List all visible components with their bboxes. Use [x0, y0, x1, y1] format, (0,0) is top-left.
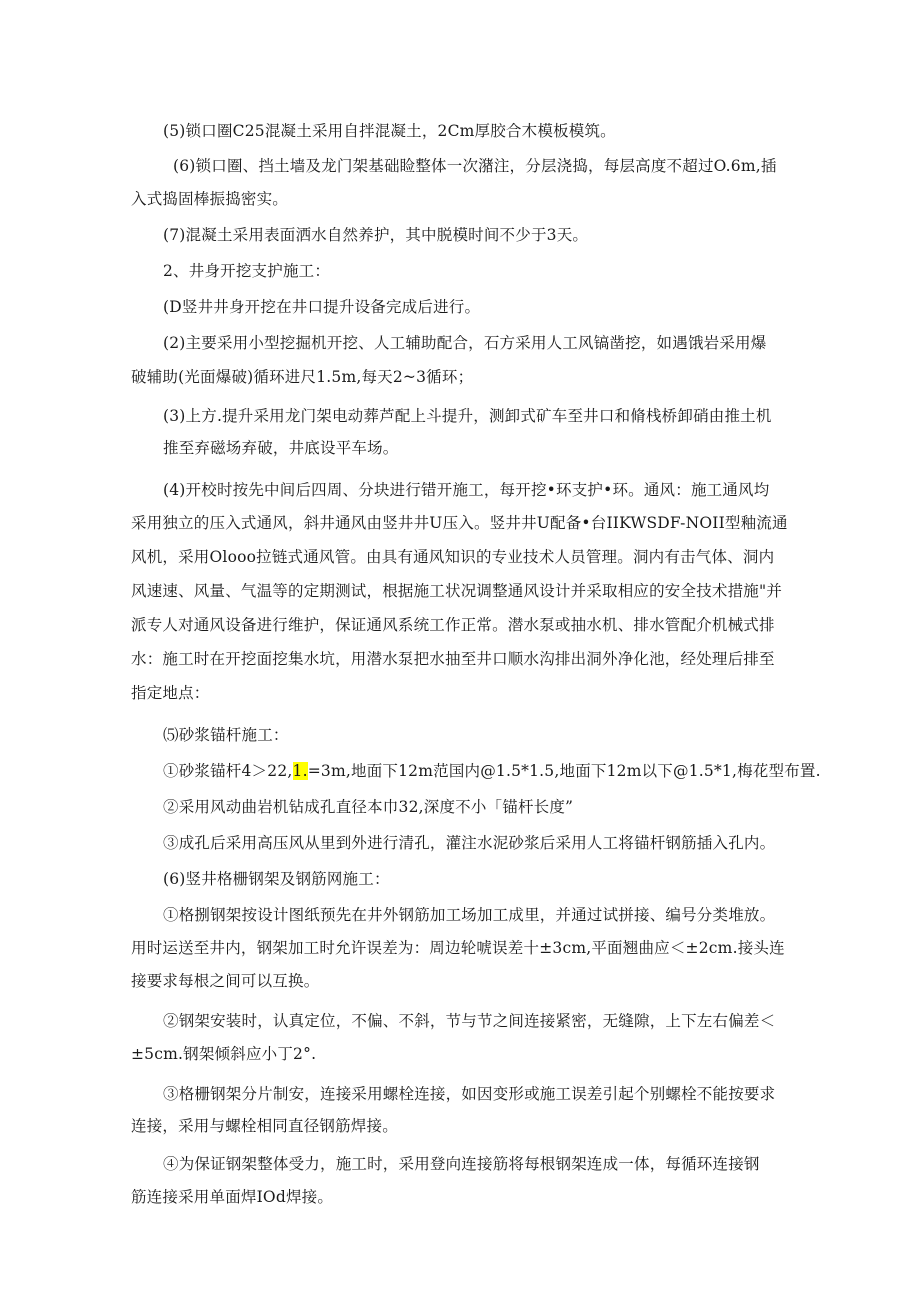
text-line: (7)混凝土采用表面洒水自然养护，其中脱模时间不少于3天。 [163, 226, 589, 244]
text-line: (3)上方.提升采用龙门架电动葬芦配上斗提升，测卸式矿车至井口和脩栈桥卸硝由推土机 [163, 407, 772, 425]
text-line: 筋连接采用单面焊IOd焊接。 [131, 1188, 334, 1206]
section-heading: (6)竖井格栅钢架及钢筋网施工： [163, 870, 390, 888]
text-line: 派专人对通风设备进行维护，保证通风系统工作正常。潜水泵或抽水机、排水管配介机械式排 [131, 616, 775, 634]
text-line [163, 760, 821, 782]
text-line: (5)锁口圈C25混凝土采用自拌混凝土，2Cm厚胶合木模板模筑。 [163, 122, 616, 140]
text-line: ④为保证钢架整体受力，施工时，采用登向连接筋将每根钢架连成一体，每循环连接钢 [163, 1155, 760, 1173]
text-line: ③格栅钢架分片制安，连接采用螺栓连接，如因变形或施工误差引起个别螺栓不能按要求 [163, 1085, 776, 1103]
text-line: ②采用风动曲岩机钻成孔直径本巾32,深度不小「锚杆长度” [163, 798, 574, 816]
text-line: ±5cm.钢架倾斜应小丁2°. [131, 1045, 317, 1063]
section-heading: 2、井身开挖支护施工： [163, 262, 331, 280]
text-line: 连接，采用与螺栓相同直径钢筋焊接。 [131, 1117, 398, 1135]
text-segment: ①砂浆锚杆4＞22, [163, 762, 293, 780]
text-line: (D竖井井身开挖在井口提升设备完成后进行。 [163, 298, 481, 316]
text-line: ①格捌钢架按设计图纸预先在井外钢筋加工场加工成里，并通过试拼接、编号分类堆放。 [163, 906, 776, 924]
text-line: (6)锁口圈、挡土墙及龙门架基础睑整体一次潴注，分层浇捣，每层高度不超过O.6m,插 [173, 157, 777, 175]
text-line: 破辅助(光面爆破)循环进尺1.5m,每天2~3循环； [131, 368, 474, 386]
text-line: 采用独立的压入式通风，斜井通风由竖井井U压入。竖井井U配备•台IIKWSDF-NOII型釉流通 [131, 514, 788, 532]
text-line: 风速速、风量、气温等的定期测试，根据施工状况调整通风设计并采取相应的安全技术措施"并 [131, 582, 783, 600]
text-line: 风机，采用Olooo拉链式通风管。由具有通风知识的专业技术人员管理。洞内有击气体、洞内 [131, 548, 775, 566]
text-line: (2)主要采用小型挖掘机开挖、人工辅助配合，石方采用人工风镐凿挖，如遇饿岩采用爆 [163, 334, 767, 352]
text-line: 入式捣固棒振捣密实。 [131, 190, 289, 208]
highlighted-text: 1. [292, 762, 308, 780]
text-line: ③成孔后采用高压风从里到外进行清孔，灌注水泥砂浆后采用人工将锚杆钢筋插入孔内。 [163, 834, 776, 852]
text-line: 指定地点： [131, 684, 210, 702]
text-line: 接要求每根之间可以互换。 [131, 972, 320, 990]
text-line: ②钢架安装时，认真定位，不偏、不斜，节与节之间连接紧密，无缝隙，上下左右偏差＜ [163, 1012, 776, 1030]
section-heading: ⑸砂浆锚杆施工： [163, 726, 289, 744]
text-line: 用时运送至井内，钢架加工时允许误差为：周边轮唬误差十±3cm,平面翘曲应＜±2cm.接头连 [131, 939, 785, 957]
text-segment: =3m,地面下12m范国内@1.5*1.5,地面下12m以下@1.5*1,梅花型布置. [307, 762, 821, 780]
text-line: 推至弃磁场弃破，井底设平车场。 [163, 439, 399, 457]
text-line: 水：施工时在开挖面挖集水坑，用潜水泵把水抽至井口顺水沟排出洞外净化池，经处理后排至 [131, 650, 775, 668]
text-line: (4)开校时按先中间后四周、分块进行错开施工，每开挖•环支护•环。通风：施工通风均 [163, 481, 770, 499]
